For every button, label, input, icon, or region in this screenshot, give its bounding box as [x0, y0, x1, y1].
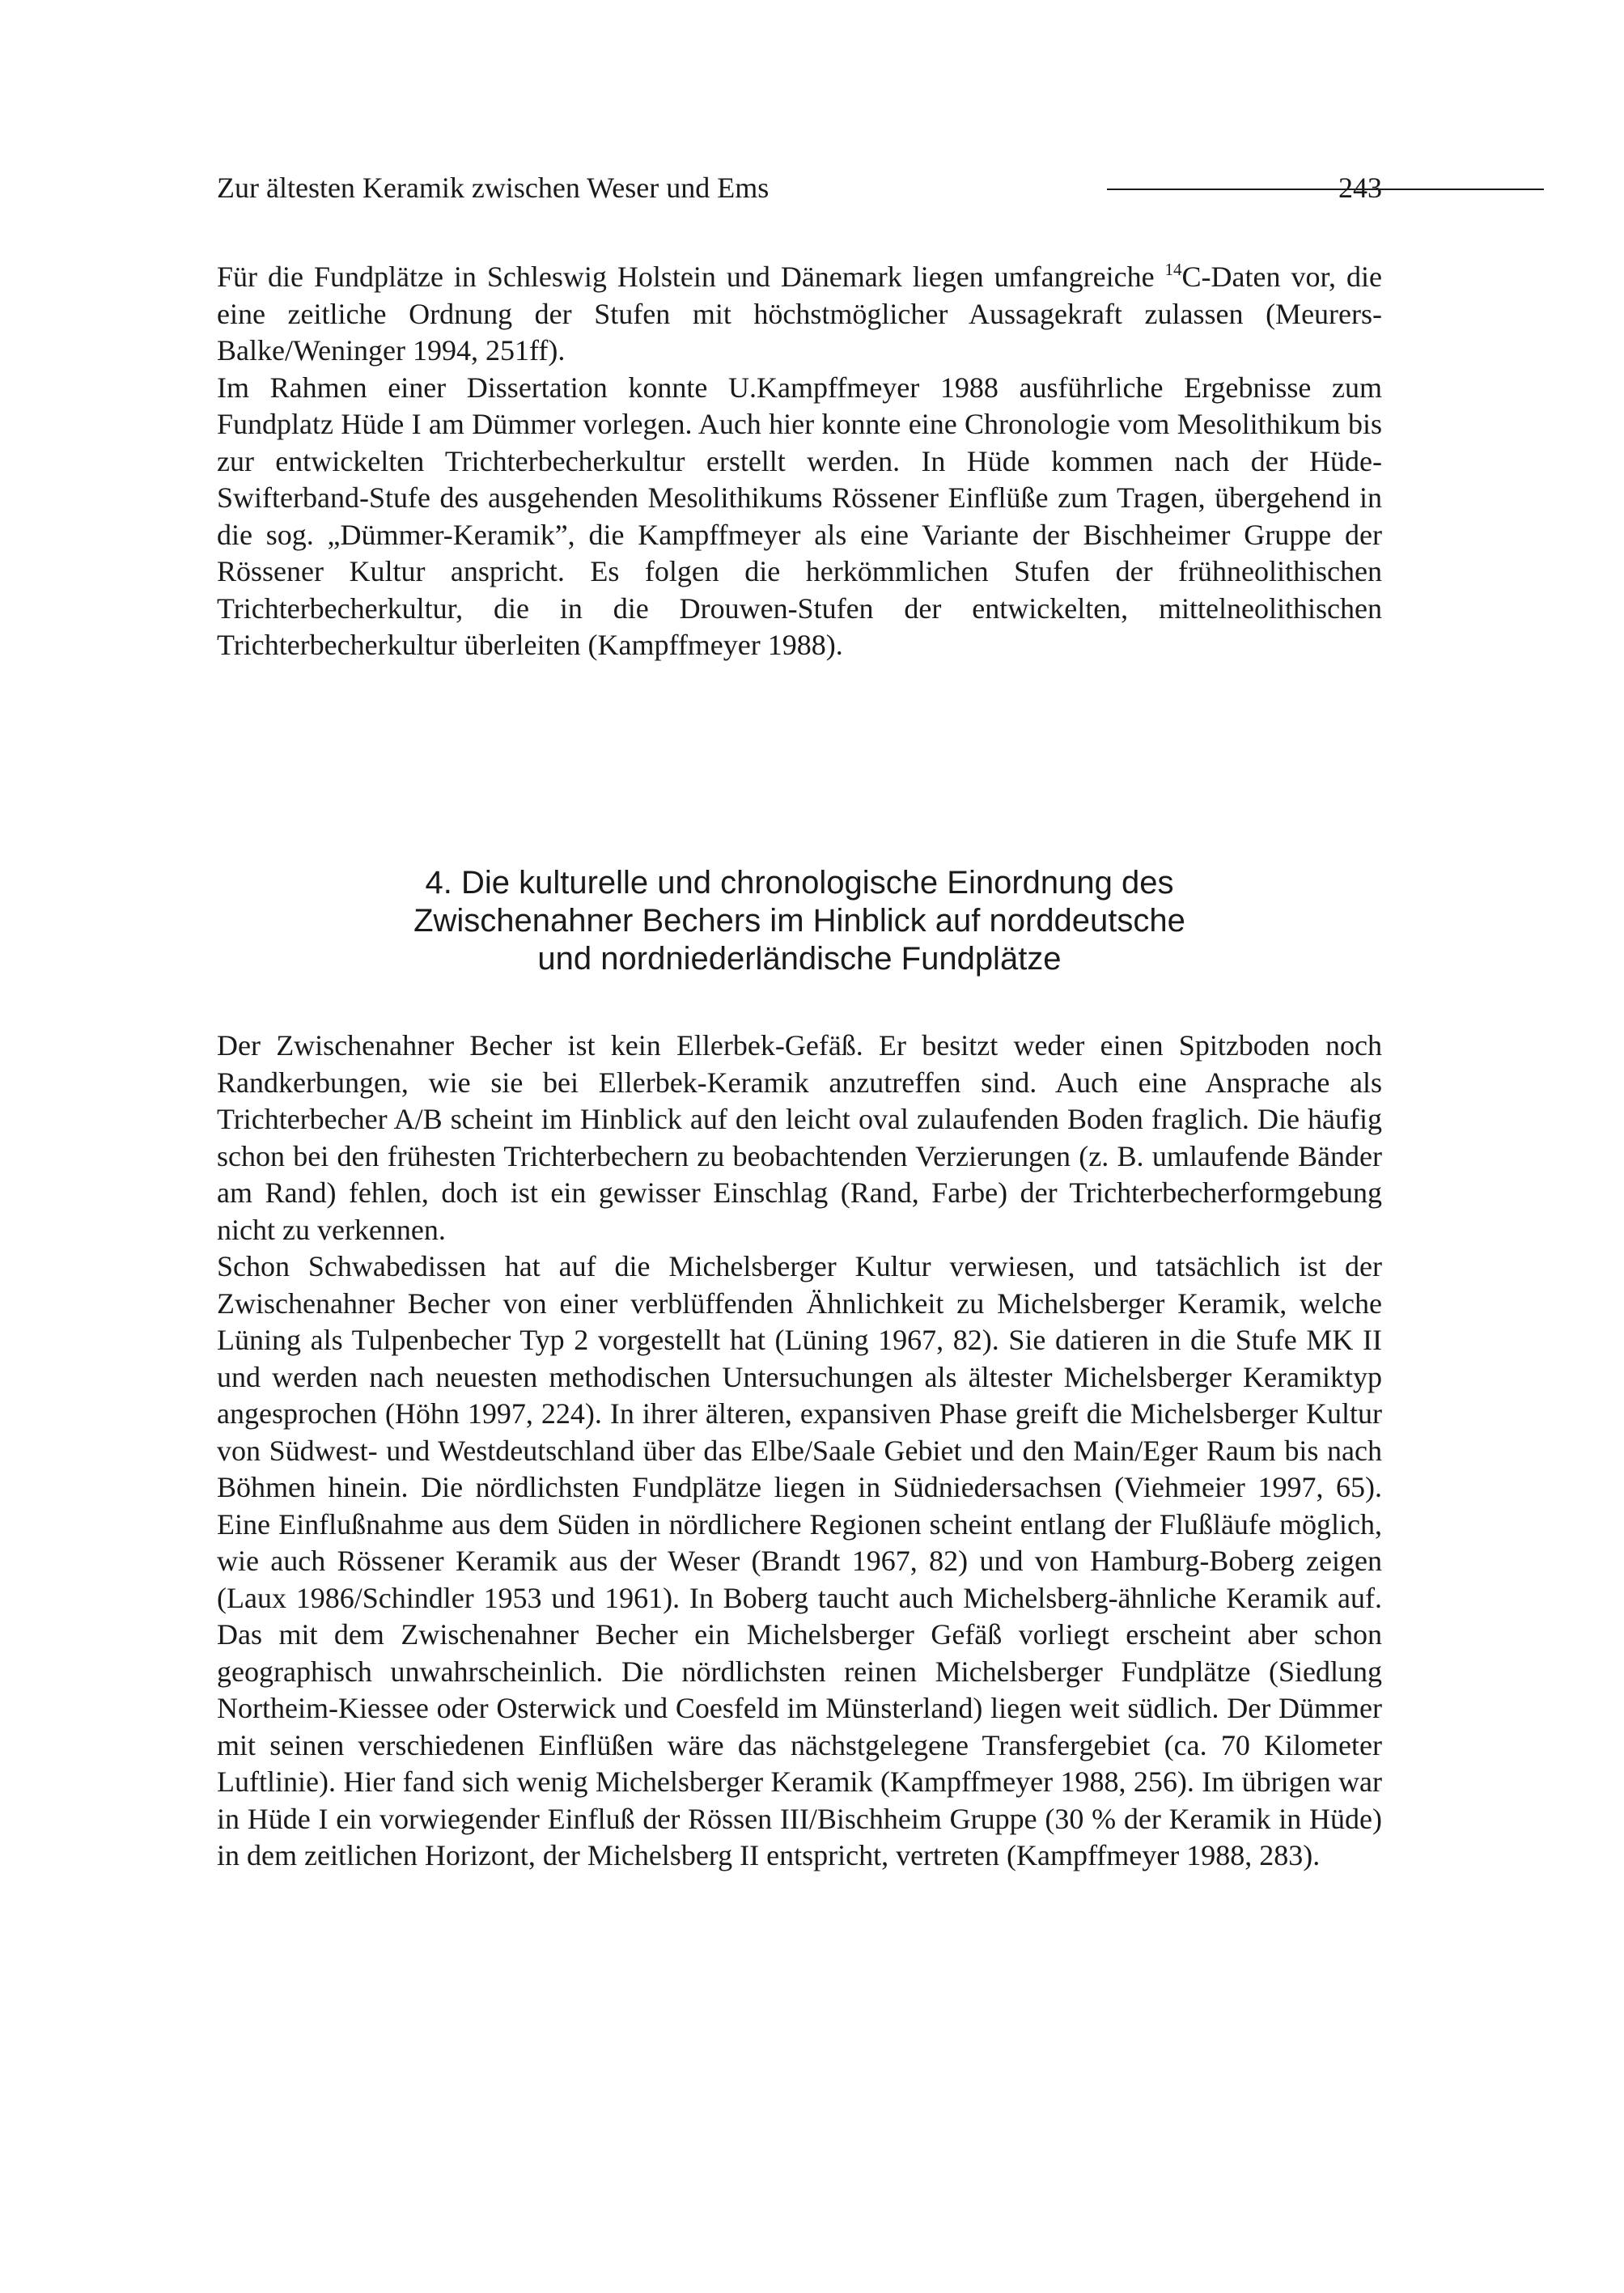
paragraph: Im Rahmen einer Dissertation konnte U.Kampffmeyer 1988 ausführliche Ergebnisse zum Fundplatz Hüde I am Dümmer vorlegen. Auch hier konnte eine Chronologie vom Mesolithikum bis zur entwickelten Trichterbecherkultur erstellt werden. In Hüde kommen nach der Hüde-Swifterband-Stufe des ausgehenden Mesolithikums Rössener Einflüße zum Tragen, übergehend in die sog. „Dümmer-Keramik”, die Kampffmeyer als eine Variante der Bischheimer Gruppe der Rössener Kultur anspricht. Es folgen die herkömmlichen Stufen der frühneolithischen Trichterbecherkultur, die in die Drouwen-Stufen der entwickelten, mittelneolithischen Trichterbecherkultur überleiten (Kampffmeyer 1988).: [217, 371, 1382, 661]
paragraph: Der Zwischenahner Becher ist kein Ellerbek-Gefäß. Er besitzt weder einen Spitzboden noch Randkerbungen, wie sie bei Ellerbek-Keramik anzutreffen sind. Auch eine Ansprache als Trichterbecher A/B scheint im Hinblick auf den leicht oval zulaufenden Boden fraglich. Die häufig schon bei den frühesten Trichterbechern zu beobachtenden Verzierungen (z. B. umlaufende Bänder am Rand) fehlen, doch ist ein gewisser Einschlag (Rand, Farbe) der Trichterbecherformgebung nicht zu verkennen.: [217, 1029, 1382, 1246]
paragraph-text: C-Daten vor, die eine zeitliche Ordnung der Stufen mit höchstmöglicher Aussagekraft zulassen (Meurers-Balke/Weninger 1994, 251ff).: [217, 261, 1382, 367]
running-header: [217, 168, 1382, 207]
section-heading: [217, 864, 1382, 978]
intro-text-block: [217, 259, 1382, 664]
section-heading-line: Zwischenahner Bechers im Hinblick auf norddeutsche: [413, 903, 1185, 939]
running-title: Zur ältesten Keramik zwischen Weser und Ems: [217, 172, 770, 204]
header-rule: [1107, 189, 1544, 190]
paragraph: [217, 259, 1382, 370]
page-number: 243: [1338, 172, 1382, 204]
paragraph: Schon Schwabedissen hat auf die Michelsberger Kultur verwiesen, und tatsächlich ist der Zwischenahner Becher von einer verblüffenden Ähnlichkeit zu Michelsberger Keramik, welche Lüning als Tulpenbecher Typ 2 vorgestellt hat (Lüning 1967, 82). Sie datieren in die Stufe MK II und werden nach neuesten methodischen Untersuchungen als ältester Michelsberger Keramiktyp angesprochen (Höhn 1997, 224). In ihrer älteren, expansiven Phase greift die Michelsberger Kultur von Südwest- und Westdeutschland über das Elbe/Saale Gebiet und den Main/Eger Raum bis nach Böhmen hinein. Die nördlichsten Fundplätze liegen in Südniedersachsen (Viehmeier 1997, 65). Eine Einflußnahme aus dem Süden in nördlichere Regionen scheint entlang der Flußläufe möglich, wie auch Rössener Keramik aus der Weser (Brandt 1967, 82) und von Hamburg-Boberg zeigen (Laux 1986/Schindler 1953 und 1961). In Boberg taucht auch Michelsberg-ähnliche Keramik auf. Das mit dem Zwischenahner Becher ein Michelsberger Gefäß vorliegt erscheint aber schon geographisch unwahrscheinlich. Die nördlichsten reinen Michelsberger Fundplätze (Siedlung Northeim-Kiessee oder Osterwick und Coesfeld im Münsterland) liegen weit südlich. Der Dümmer mit seinen verschiedenen Einflüßen wäre das nächstgelegene Transfergebiet (ca. 70 Kilometer Luftlinie). Hier fand sich wenig Michelsberger Keramik (Kampffmeyer 1988, 256). Im übrigen war in Hüde I ein vorwiegender Einfluß der Rössen III/Bischheim Gruppe (30 % der Keramik in Hüde) in dem zeitlichen Horizont, der Michelsberg II entspricht, vertreten (Kampffmeyer 1988, 283).: [217, 1250, 1382, 1871]
section-heading-line: und nordniederländische Fundplätze: [537, 941, 1062, 977]
paragraph-text: Für die Fundplätze in Schleswig Holstein und Dänemark liegen umfangreiche: [217, 261, 1165, 293]
section-text-block: [217, 1028, 1382, 1875]
section-heading-line: 4. Die kulturelle und chronologische Einordnung des: [425, 865, 1174, 901]
superscript-isotope-number: 14: [1164, 260, 1182, 279]
